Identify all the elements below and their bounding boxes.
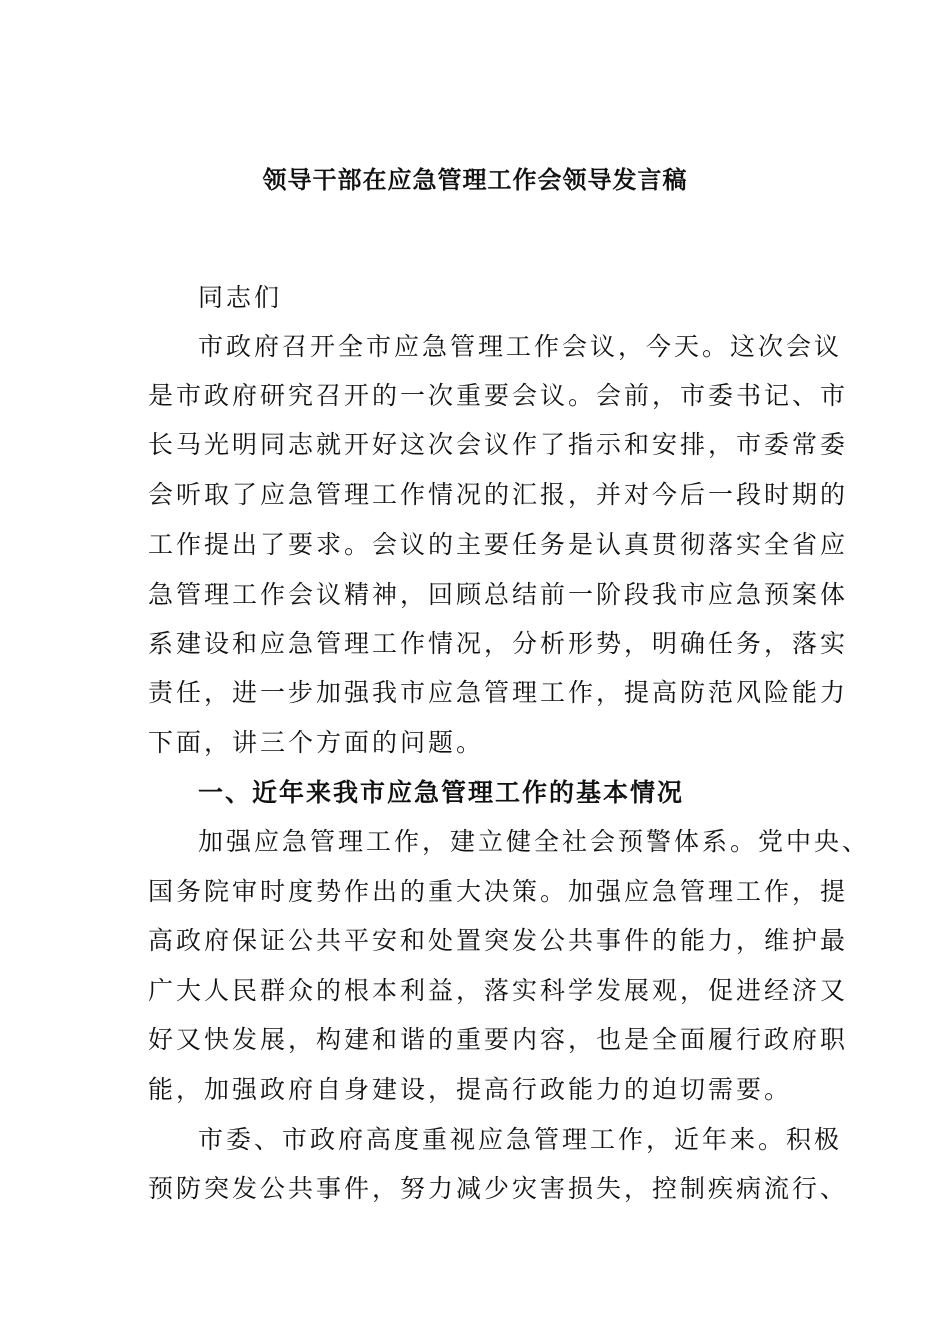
document-title: 领导干部在应急管理工作会领导发言稿 (262, 166, 688, 194)
paragraph-line: 长马光明同志就开好这次会议作了指示和安排，市委常委 (148, 430, 849, 459)
salutation: 同志们 (198, 283, 283, 312)
paragraph-line: 加强应急管理工作，建立健全社会预警体系。党中央、 (198, 827, 871, 856)
paragraph-line: 广大人民群众的根本利益，落实科学发展观，促进经济又 (148, 976, 849, 1005)
paragraph-line: 是市政府研究召开的一次重要会议。会前，市委书记、市 (148, 381, 849, 410)
paragraph-line: 能，加强政府自身建设，提高行政能力的迫切需要。 (148, 1075, 793, 1104)
paragraph-line: 高政府保证公共平安和处置突发公共事件的能力，维护最 (148, 926, 849, 955)
paragraph-line: 国务院审时度势作出的重大决策。加强应急管理工作，提 (148, 877, 849, 906)
paragraph-line: 好又快发展，构建和谐的重要内容，也是全面履行政府职 (148, 1025, 849, 1054)
paragraph-line: 会听取了应急管理工作情况的汇报，并对今后一段时期的 (148, 480, 849, 509)
paragraph-line: 预防突发公共事件，努力减少灾害损失，控制疾病流行、 (148, 1174, 849, 1203)
section-heading: 一、近年来我市应急管理工作的基本情况 (198, 778, 685, 807)
paragraph-line: 市委、市政府高度重视应急管理工作，近年来。积极 (198, 1125, 843, 1154)
paragraph-line: 责任，进一步加强我市应急管理工作，提高防范风险能力 (148, 678, 849, 707)
paragraph-line: 下面，讲三个方面的问题。 (148, 728, 485, 757)
paragraph-line: 急管理工作会议精神，回顾总结前一阶段我市应急预案体 (148, 580, 849, 609)
paragraph-line: 工作提出了要求。会议的主要任务是认真贯彻落实全省应 (148, 530, 849, 559)
paragraph-line: 市政府召开全市应急管理工作会议，今天。这次会议 (198, 332, 843, 361)
paragraph-line: 系建设和应急管理工作情况，分析形势，明确任务，落实 (148, 629, 849, 658)
